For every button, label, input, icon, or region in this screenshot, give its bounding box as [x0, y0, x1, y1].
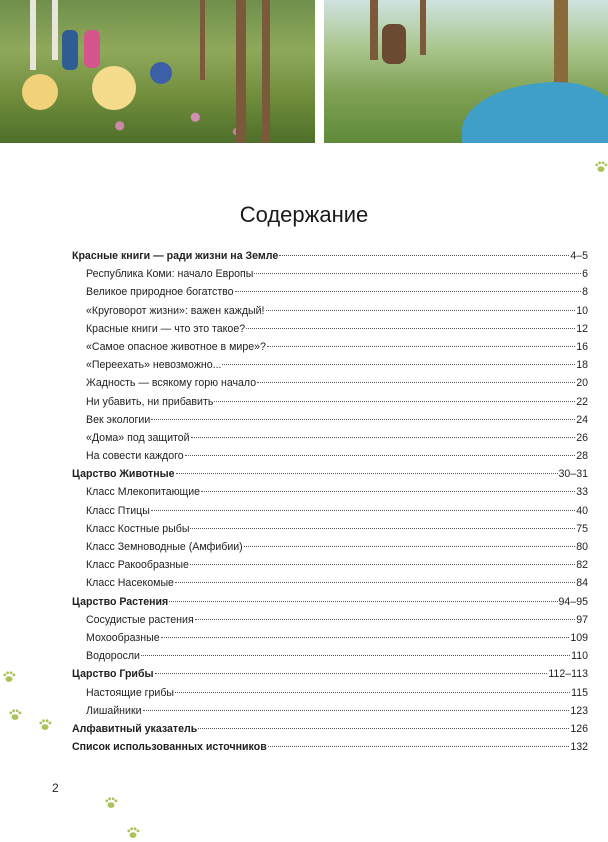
toc-entry-page: 20 [576, 377, 588, 390]
forest-lake-illustration [324, 0, 608, 143]
toc-entry-page: 94–95 [558, 595, 588, 608]
dot-leader [201, 491, 575, 492]
dot-leader [175, 582, 575, 583]
toc-entry-label: Класс Птицы [86, 504, 150, 517]
dot-leader [169, 601, 557, 602]
toc-entry-page: 28 [576, 450, 588, 463]
paw-print-icon [2, 670, 16, 684]
toc-entry [72, 377, 588, 395]
toc-entry [72, 486, 588, 504]
dot-leader [155, 673, 548, 674]
forest-children-illustration [0, 0, 315, 143]
dot-leader [266, 310, 576, 311]
toc-entry [72, 323, 588, 341]
toc-entry-page: 6 [582, 268, 588, 281]
toc-entry [72, 414, 588, 432]
paw-print-icon [104, 796, 118, 810]
toc-entry-page: 80 [576, 541, 588, 553]
toc-entry-label: «Самое опасное животное в мире»? [86, 340, 266, 353]
toc-entry-label: Список использованных источников [72, 741, 267, 754]
toc-entry [72, 541, 588, 559]
dot-leader [151, 510, 575, 511]
toc-entry [72, 705, 588, 723]
toc-section-entry [72, 596, 588, 614]
toc-entry-page: 26 [576, 431, 588, 444]
paw-print-icon [594, 160, 608, 174]
dot-leader [195, 619, 576, 620]
toc-entry-page: 16 [576, 340, 588, 353]
toc-entry-page: 115 [571, 686, 588, 699]
toc-entry-page: 112–113 [548, 668, 588, 681]
toc-entry [72, 286, 588, 304]
dot-leader [246, 328, 575, 329]
toc-entry [72, 577, 588, 595]
dot-leader [190, 564, 575, 565]
toc-entry-label: «Дома» под защитой [86, 431, 190, 444]
toc-entry-page: 75 [576, 522, 588, 535]
toc-entry-label: Жадность — всякому горю начало [86, 377, 257, 390]
toc-entry-label: Алфавитный указатель [72, 722, 198, 735]
toc-entry-label: Класс Ракообразные [86, 559, 189, 572]
dot-leader [222, 364, 575, 365]
dot-leader [235, 291, 582, 292]
toc-entry [72, 559, 588, 577]
dot-leader [214, 401, 575, 402]
toc-entry-label: «Круговорот жизни»: важен каждый! [86, 304, 265, 317]
toc-entry-page: 84 [576, 577, 588, 590]
toc-entry-label: Настоящие грибы [86, 686, 175, 699]
toc-entry-label: Сосудистые растения [86, 613, 194, 626]
pond [462, 82, 608, 143]
dot-leader [175, 692, 570, 693]
toc-entry-label: Водоросли [86, 650, 140, 663]
toc-entry-page: 12 [576, 322, 588, 335]
toc-entry-label: Ни убавить, ни прибавить [86, 395, 214, 408]
dot-leader [151, 419, 575, 420]
toc-entry-page: 18 [576, 359, 588, 372]
paw-print-icon [8, 708, 22, 722]
toc-entry-label: Красные книги — что это такое? [86, 322, 246, 335]
toc-entry-page: 10 [576, 304, 588, 317]
toc-entry [72, 341, 588, 359]
toc-entry-label: На совести каждого [86, 450, 184, 463]
toc-entry [72, 450, 588, 468]
toc-section-entry [72, 741, 588, 759]
dot-leader [254, 273, 581, 274]
dot-leader [176, 473, 558, 474]
dot-leader [279, 255, 569, 256]
toc-entry-page: 97 [576, 613, 588, 626]
toc-section-entry [72, 668, 588, 686]
toc-entry-page: 110 [571, 650, 588, 663]
toc-entry [72, 650, 588, 668]
toc-entry-page: 24 [576, 413, 588, 426]
toc-entry [72, 523, 588, 541]
toc-entry [72, 359, 588, 377]
toc-entry-label: Красные книги — ради жизни на Земле [72, 250, 279, 262]
toc-entry-page: 109 [570, 631, 588, 644]
table-of-contents [72, 250, 588, 759]
toc-entry-label: Класс Млекопитающие [86, 486, 201, 499]
toc-entry [72, 632, 588, 650]
dot-leader [141, 655, 570, 656]
dot-leader [191, 437, 576, 438]
toc-entry-page: 123 [570, 704, 588, 717]
page-title: Содержание [239, 202, 369, 227]
toc-section-entry [72, 468, 588, 486]
toc-entry-label: Республика Коми: начало Европы [86, 268, 254, 281]
toc-entry-page: 33 [576, 486, 588, 499]
dot-leader [257, 382, 575, 383]
toc-entry-page: 22 [576, 395, 588, 408]
dot-leader [267, 346, 575, 347]
toc-entry [72, 432, 588, 450]
toc-section-entry [72, 723, 588, 741]
dot-leader [190, 528, 575, 529]
toc-entry-label: Класс Насекомые [86, 577, 174, 590]
toc-entry-label: Царство Животные [72, 468, 175, 481]
dot-leader [161, 637, 570, 638]
header-illustrations [0, 0, 608, 143]
toc-entry-label: Класс Земноводные (Амфибии) [86, 541, 243, 553]
dot-leader [185, 455, 576, 456]
toc-entry-label: Великое природное богатство [86, 286, 234, 299]
toc-entry [72, 305, 588, 323]
toc-entry [72, 396, 588, 414]
page-number: 2 [52, 781, 59, 795]
toc-section-entry [72, 250, 588, 268]
toc-entry-label: Мохообразные [86, 631, 160, 644]
toc-entry [72, 614, 588, 632]
toc-entry-label: Царство Растения [72, 595, 169, 608]
dot-leader [198, 728, 569, 729]
paw-print-icon [38, 718, 52, 732]
toc-entry-label: «Переехать» невозможно... [86, 359, 222, 372]
toc-entry [72, 687, 588, 705]
toc-entry-page: 40 [576, 504, 588, 517]
toc-entry-label: Век экологии [86, 413, 151, 426]
toc-entry [72, 505, 588, 523]
toc-entry-label: Лишайники [86, 704, 142, 717]
toc-entry-page: 132 [570, 741, 588, 754]
dot-leader [143, 710, 570, 711]
toc-entry-page: 126 [570, 722, 588, 735]
toc-entry-page: 82 [576, 559, 588, 572]
toc-entry-page: 30–31 [558, 468, 588, 481]
dot-leader [244, 546, 576, 547]
toc-entry-label: Класс Костные рыбы [86, 522, 190, 535]
toc-entry-label: Царство Грибы [72, 668, 154, 681]
dot-leader [268, 746, 570, 747]
toc-entry-page: 4–5 [570, 250, 588, 262]
toc-entry [72, 268, 588, 286]
paw-print-icon [126, 826, 140, 840]
toc-entry-page: 8 [582, 286, 588, 299]
